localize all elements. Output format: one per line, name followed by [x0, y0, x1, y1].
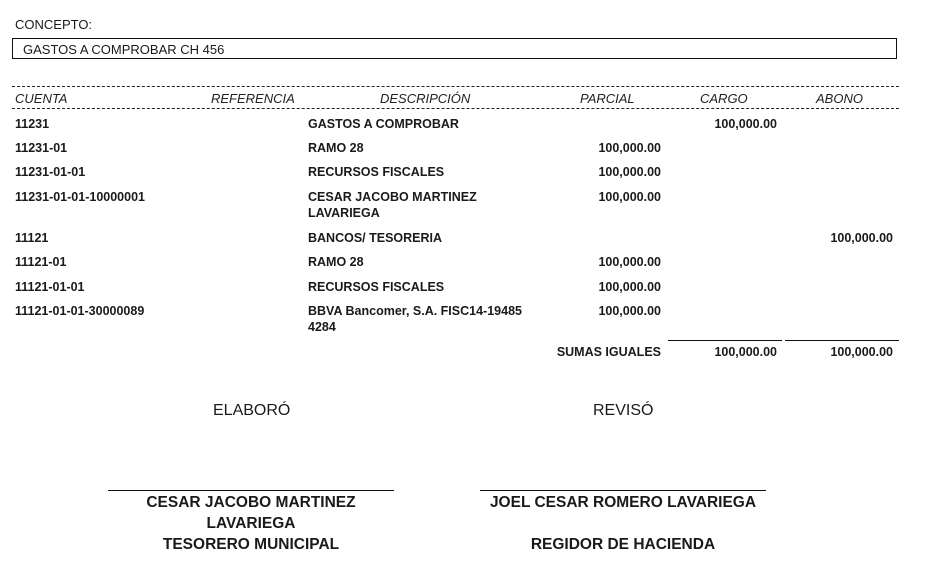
header-cargo: CARGO — [700, 91, 748, 106]
row-4-cuenta: 11121 — [15, 231, 49, 245]
row-7-parcial: 100,000.00 — [598, 304, 661, 318]
row-3-cuenta: 11231-01-01-10000001 — [15, 190, 145, 204]
row-0-cuenta: 11231 — [15, 117, 50, 131]
header-cuenta: CUENTA — [15, 91, 68, 106]
row-7-descripcion: BBVA Bancomer, S.A. FISC14-19485 4284 — [308, 304, 522, 334]
row-3-descripcion: CESAR JACOBO MARTINEZ LAVARIEGA — [308, 190, 477, 220]
concepto-value: GASTOS A COMPROBAR CH 456 — [23, 42, 225, 57]
cargo-total-rule — [668, 340, 782, 341]
totals-label: SUMAS IGUALES — [556, 345, 661, 359]
header-descripcion: DESCRIPCIÓN — [380, 91, 471, 106]
row-2-parcial: 100,000.00 — [598, 165, 661, 179]
row-4-descripcion: BANCOS/ TESORERIA — [308, 231, 443, 245]
row-6-parcial: 100,000.00 — [598, 280, 661, 294]
reviso-label: REVISÓ — [593, 402, 654, 419]
row-2-descripcion: RECURSOS FISCALES — [308, 165, 445, 179]
elaboro-signature-line — [108, 490, 394, 491]
row-5-parcial: 100,000.00 — [598, 255, 661, 269]
row-5-descripcion: RAMO 28 — [308, 255, 364, 269]
reviso-signature-line — [480, 490, 766, 491]
row-1-parcial: 100,000.00 — [598, 141, 661, 155]
header-top-divider — [12, 86, 899, 87]
row-7-cuenta: 11121-01-01-30000089 — [15, 304, 145, 318]
header-parcial: PARCIAL — [580, 91, 635, 106]
reviso-name: JOEL CESAR ROMERO LAVARIEGA — [489, 494, 757, 511]
row-0-descripcion: GASTOS A COMPROBAR — [308, 117, 459, 131]
row-1-descripcion: RAMO 28 — [308, 141, 364, 155]
header-abono: ABONO — [816, 91, 863, 106]
row-3-parcial: 100,000.00 — [598, 190, 661, 204]
row-2-cuenta: 11231-01-01 — [15, 165, 86, 179]
totals-abono: 100,000.00 — [830, 345, 893, 359]
row-0-cargo: 100,000.00 — [714, 117, 777, 131]
row-1-cuenta: 11231-01 — [15, 141, 68, 155]
row-6-descripcion: RECURSOS FISCALES — [308, 280, 445, 294]
totals-cargo: 100,000.00 — [714, 345, 777, 359]
elaboro-name: CESAR JACOBO MARTINEZ LAVARIEGA — [146, 494, 356, 532]
header-bottom-divider — [12, 108, 899, 109]
elaboro-title: TESORERO MUNICIPAL — [162, 536, 340, 553]
row-6-cuenta: 11121-01-01 — [15, 280, 85, 294]
row-5-cuenta: 11121-01 — [15, 255, 67, 269]
elaboro-label: ELABORÓ — [213, 402, 291, 419]
header-referencia: REFERENCIA — [211, 91, 295, 106]
concepto-label: CONCEPTO: — [15, 17, 93, 32]
reviso-title: REGIDOR DE HACIENDA — [530, 536, 716, 553]
abono-total-rule — [785, 340, 899, 341]
row-4-abono: 100,000.00 — [830, 231, 893, 245]
